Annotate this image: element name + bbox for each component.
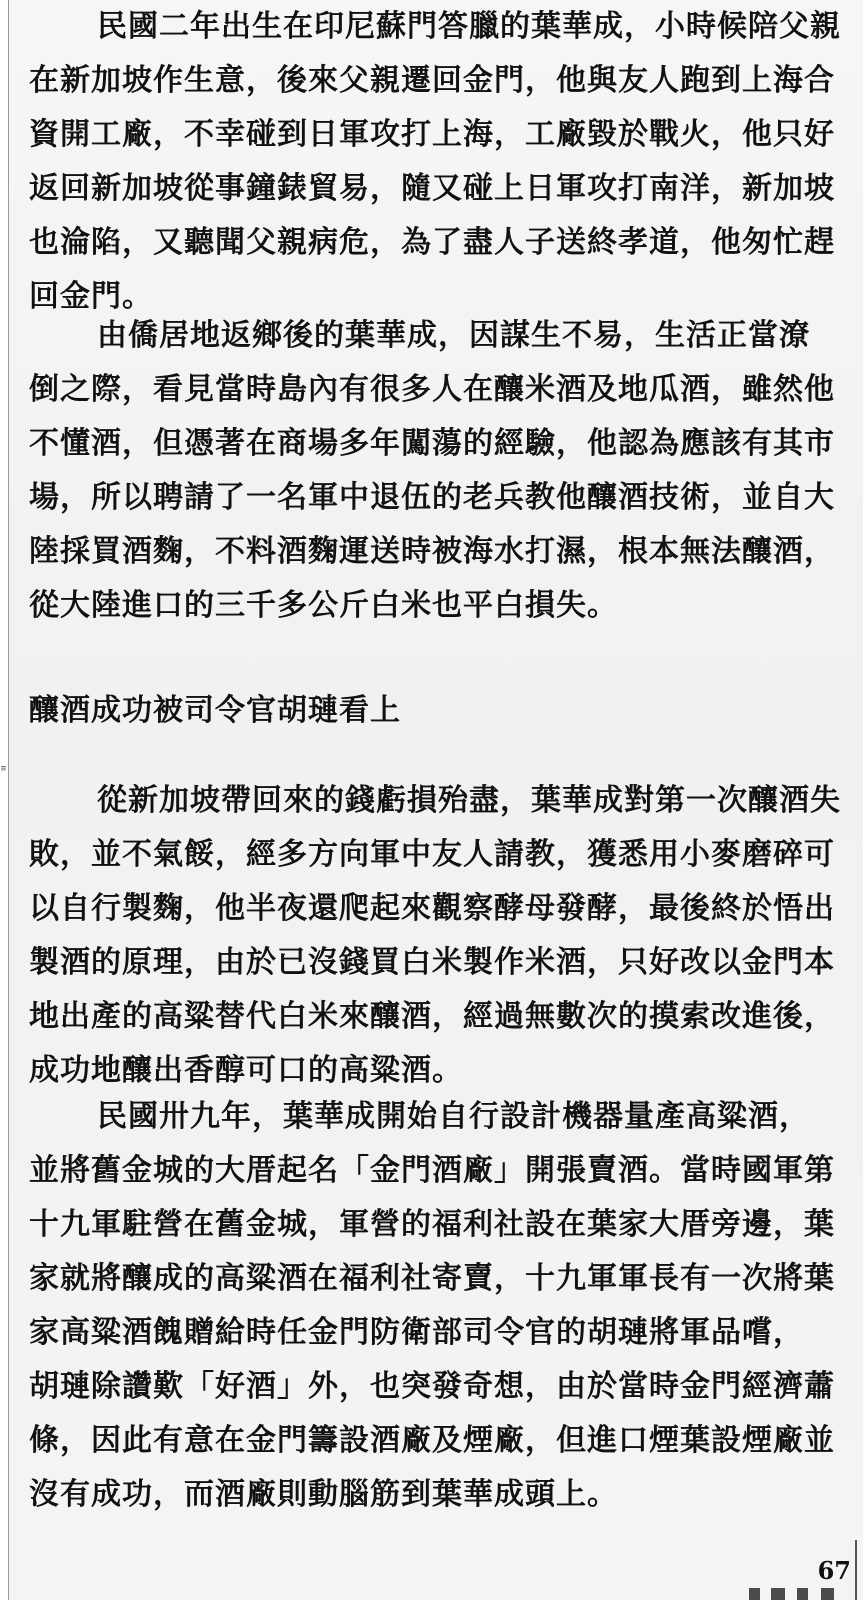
paragraph-2 xyxy=(29,309,848,633)
paragraph-line: 從大陸進口的三千多公斤白米也平白損失。 xyxy=(29,588,618,623)
page-number: 67 xyxy=(817,1556,851,1585)
paragraph-line: 民國二年出生在印尼蘇門答臘的葉華成，小時候陪父親 xyxy=(97,9,841,44)
paragraph-line: 在新加坡作生意，後來父親遷回金門，他與友人跑到上海合 xyxy=(29,63,835,98)
bottom-text-fragment xyxy=(737,1588,847,1600)
paragraph-line: 回金門。 xyxy=(29,279,153,314)
paragraph-line: 胡璉除讚歎「好酒」外，也突發奇想，由於當時金門經濟蕭 xyxy=(29,1369,835,1404)
paragraph-line: 由僑居地返鄉後的葉華成，因謀生不易，生活正當潦 xyxy=(97,318,810,353)
paragraph-line: 民國卅九年，葉華成開始自行設計機器量產高粱酒， xyxy=(97,1099,810,1134)
paragraph-1 xyxy=(29,0,848,324)
paragraph-line: 家高粱酒餽贈給時任金門防衛部司令官的胡璉將軍品嚐， xyxy=(29,1315,804,1350)
paragraph-line: 場，所以聘請了一名軍中退伍的老兵教他釀酒技術，並自大 xyxy=(29,480,835,515)
paragraph-3 xyxy=(29,774,848,1098)
paragraph-line: 沒有成功，而酒廠則動腦筋到葉華成頭上。 xyxy=(29,1477,618,1512)
paragraph-line: 不懂酒，但憑著在商場多年闖蕩的經驗，他認為應該有其市 xyxy=(29,426,835,461)
paragraph-line: 家就將釀成的高粱酒在福利社寄賣，十九軍軍長有一次將葉 xyxy=(29,1261,835,1296)
page-divider xyxy=(855,1540,857,1600)
paragraph-line: 並將舊金城的大厝起名「金門酒廠」開張賣酒。當時國軍第 xyxy=(29,1153,835,1188)
paragraph-line: 返回新加坡從事鐘錶貿易，隨又碰上日軍攻打南洋，新加坡 xyxy=(29,171,835,206)
paragraph-line: 從新加坡帶回來的錢虧損殆盡，葉華成對第一次釀酒失 xyxy=(97,783,841,818)
paragraph-line: 成功地釀出香醇可口的高粱酒。 xyxy=(29,1053,463,1088)
paragraph-line: 十九軍駐營在舊金城，軍營的福利社設在葉家大厝旁邊，葉 xyxy=(29,1207,835,1242)
paragraph-line: 也淪陷，又聽聞父親病危，為了盡人子送終孝道，他匆忙趕 xyxy=(29,225,835,260)
paragraph-line: 製酒的原理，由於已沒錢買白米製作米酒，只好改以金門本 xyxy=(29,945,835,980)
paragraph-4 xyxy=(29,1090,848,1522)
paragraph-line: 資開工廠，不幸碰到日軍攻打上海，工廠毀於戰火，他只好 xyxy=(29,117,835,152)
section-heading: 釀酒成功被司令官胡璉看上 xyxy=(29,693,401,728)
paragraph-line: 地出產的高粱替代白米來釀酒，經過無數次的摸索改進後， xyxy=(29,999,835,1034)
paragraph-line: 以自行製麴，他半夜還爬起來觀察酵母發酵，最後終於悟出 xyxy=(29,891,835,926)
document-page xyxy=(9,0,863,1600)
paragraph-line: 敗，並不氣餒，經多方向軍中友人請教，獲悉用小麥磨碎可 xyxy=(29,837,835,872)
paragraph-line: 倒之際，看見當時島內有很多人在釀米酒及地瓜酒，雖然他 xyxy=(29,372,835,407)
paragraph-line: 條，因此有意在金門籌設酒廠及煙廠，但進口煙葉設煙廠並 xyxy=(29,1423,835,1458)
left-window-frame xyxy=(0,0,9,1600)
drag-handle-icon[interactable]: ≡ xyxy=(0,764,7,774)
paragraph-line: 陸採買酒麴，不料酒麴運送時被海水打濕，根本無法釀酒， xyxy=(29,534,835,569)
